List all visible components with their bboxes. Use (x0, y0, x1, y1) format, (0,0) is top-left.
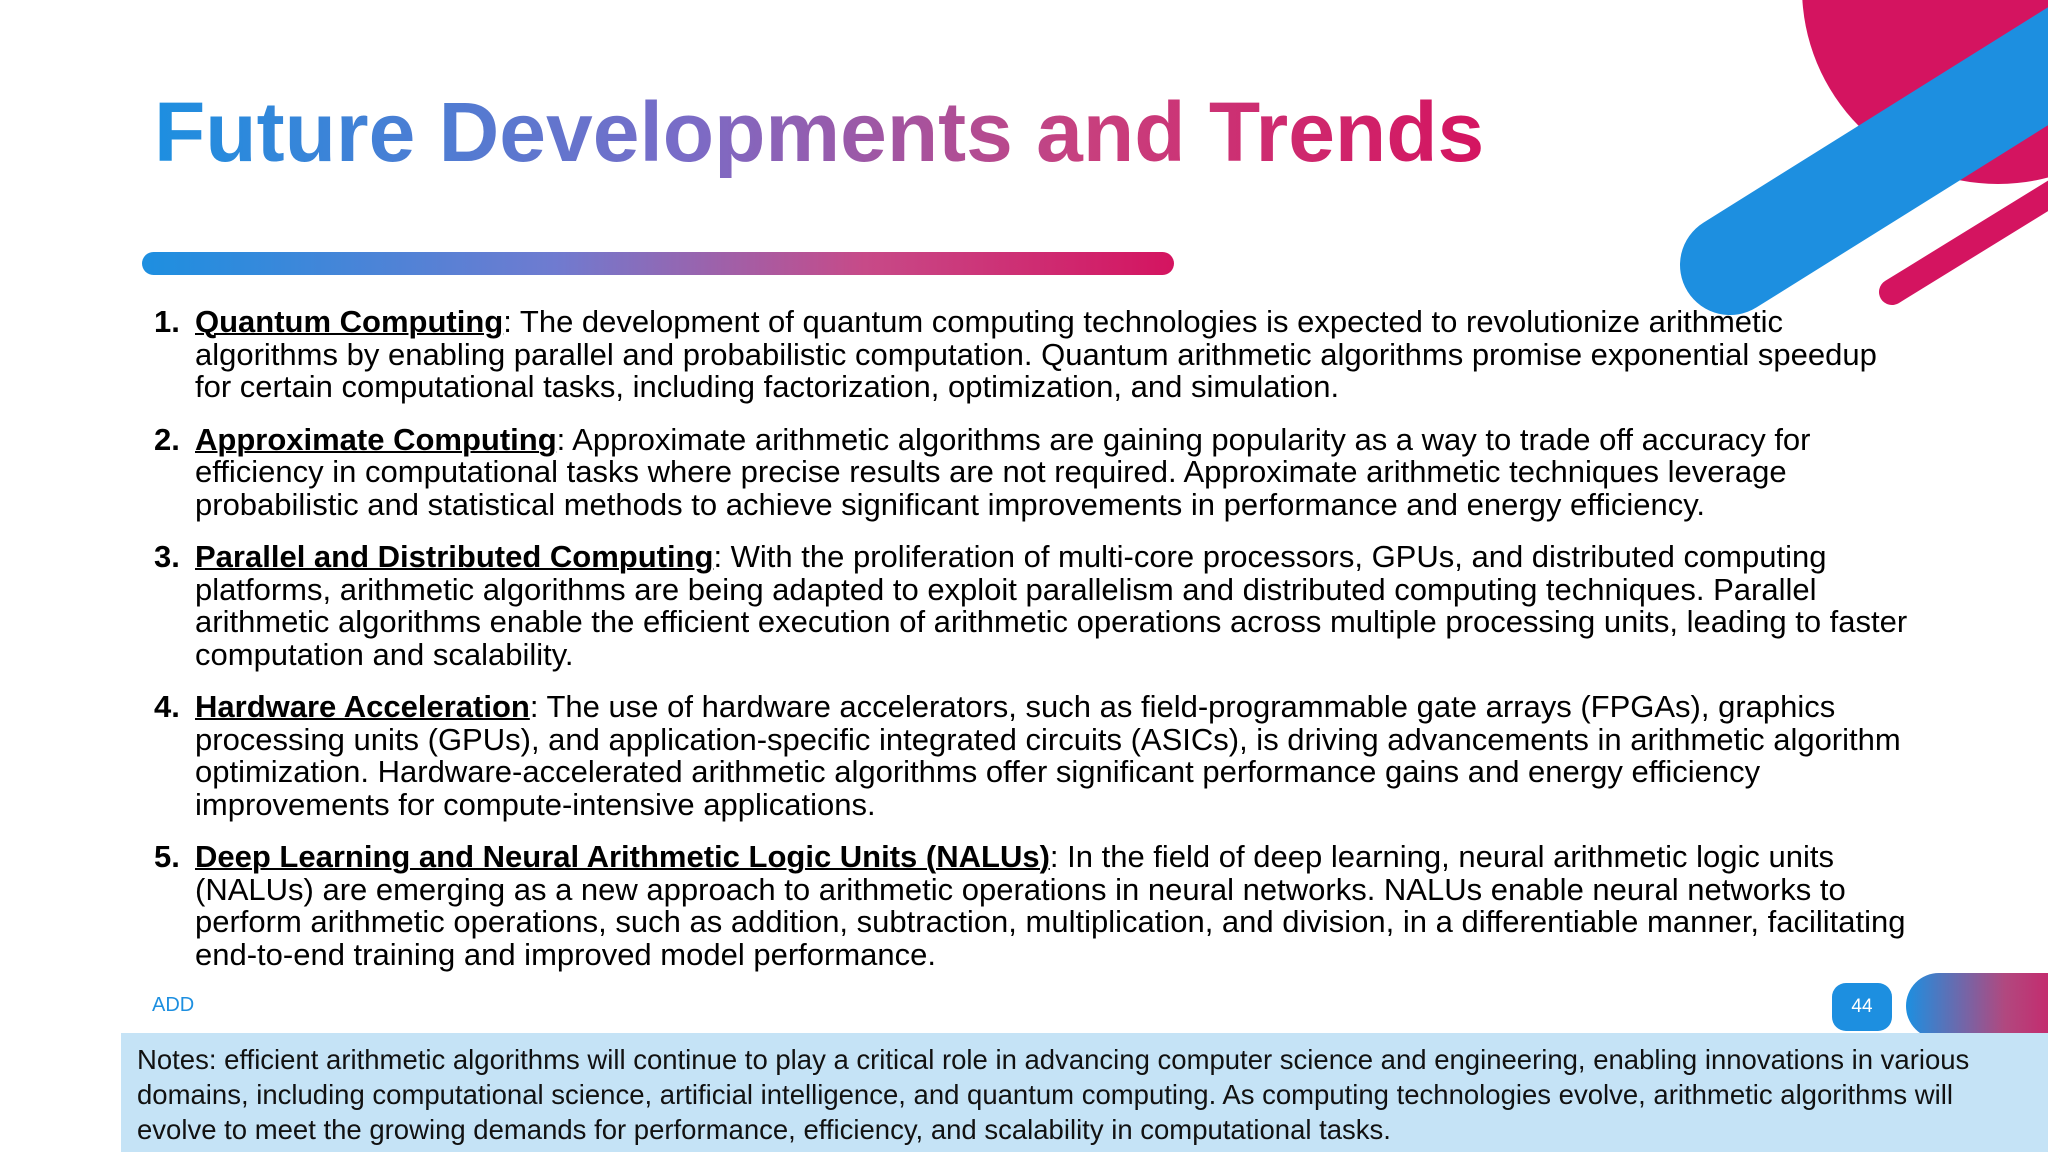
list-item (154, 841, 1914, 971)
item-number: 1. (154, 304, 180, 339)
item-number: 4. (154, 689, 180, 724)
item-text: : The development of quantum computing technologies is expected to revolutionize arithmetic algorithms by enabling parallel and probabilistic computation. Quantum arithmetic algorithms promise exponential speedup for certain computational tasks, including factorization, optimization, and simulation. (195, 304, 1877, 404)
footer-label: ADD (152, 994, 195, 1016)
list-item (154, 306, 1914, 404)
list-item (154, 421, 1914, 522)
item-term: Quantum Computing (195, 304, 504, 339)
trend-list (154, 306, 1914, 991)
list-item (154, 691, 1914, 821)
item-term: Approximate Computing (195, 421, 557, 457)
item-text: : The use of hardware accelerators, such as field-programmable gate arrays (FPGAs), graphics processing units (GPUs), and application-specific integrated circuits (ASICs), is driving advancements in arithmetic algorithm optimization. Hardware-accelerated arithmetic algorithms offer significant performance gains and energy efficiency improvements for compute-intensive applications. (195, 689, 1901, 822)
item-text: : In the field of deep learning, neural arithmetic logic units (NALUs) are emerging as a new approach to arithmetic operations in neural networks. NALUs enable neural networks to perform arithmetic operations, such as addition, subtraction, multiplication, and division, in a differentiable manner, facilitating end-to-end training and improved model performance. (195, 839, 1906, 972)
item-number: 5. (154, 839, 180, 874)
item-text: : With the proliferation of multi-core processors, GPUs, and distributed computing platforms, arithmetic algorithms are being adapted to exploit parallelism and distributed computing techniques. Parallel arithmetic algorithms enable the efficient execution of arithmetic operations across multiple processing units, leading to faster computation and scalability. (195, 539, 1908, 672)
item-number: 2. (154, 421, 180, 457)
page-number-badge: 44 (1832, 983, 1892, 1031)
slide-title: Future Developments and Trends (154, 85, 1485, 179)
gradient-pill-shape (1906, 973, 2048, 1039)
item-number: 3. (154, 539, 180, 574)
list-item (154, 541, 1914, 671)
item-term: Hardware Acceleration (195, 689, 530, 724)
speaker-notes-panel[interactable]: Notes: efficient arithmetic algorithms will continue to play a critical role in advancing computer science and engineering, enabling innovations in various domains, including computational science, artificial intelligence, and quantum computing. As computing technologies evolve, arithmetic algorithms will evolve to meet the growing demands for performance, efficiency, and scalability in computational tasks. (121, 1033, 2048, 1152)
title-underline-bar (142, 252, 1174, 275)
item-term: Parallel and Distributed Computing (195, 539, 714, 574)
item-text: : Approximate arithmetic algorithms are gaining popularity as a way to trade off accuracy for efficiency in computational tasks where precise results are not required. Approximate arithmetic techniques leverage probabilistic and statistical methods to achieve significant improvements in performance and energy efficiency. (195, 421, 1811, 522)
item-term: Deep Learning and Neural Arithmetic Logic Units (NALUs) (195, 839, 1050, 874)
